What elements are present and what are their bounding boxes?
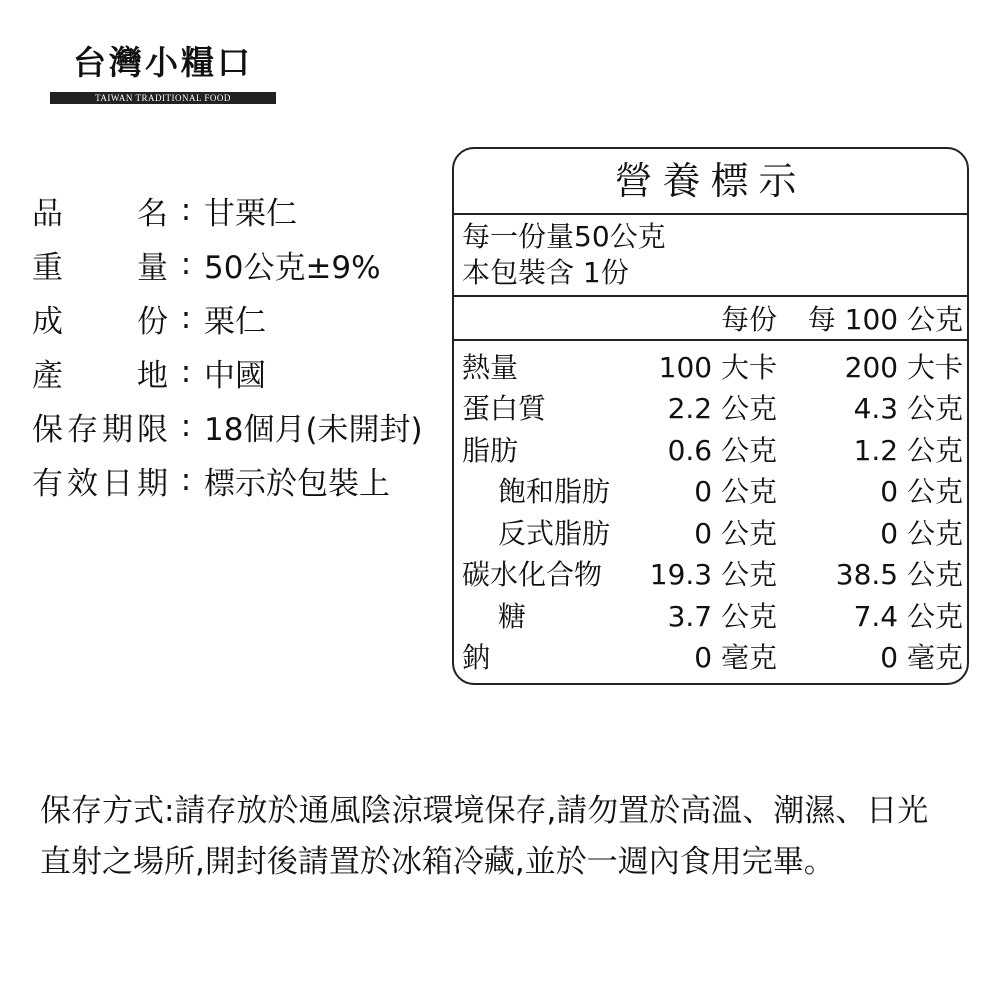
product-info [32,183,423,507]
info-label-char: 量 [137,249,168,286]
nutrient-per-serving: 100 大卡 [658,350,777,384]
info-label-char: 限 [137,411,168,448]
info-colon: : [180,354,192,390]
info-label-char: 地 [137,357,168,394]
nutrient-per-serving: 19.3 公克 [649,558,777,592]
nutrient-name: 熱量 [462,350,519,384]
info-value: 18個月(未開封) [204,411,423,448]
serving-info [454,215,967,297]
brand-logo [50,40,276,104]
info-value: 標示於包裝上 [204,465,390,502]
nutrient-per-100g: 7.4 公克 [853,599,963,633]
nutrient-row [454,387,967,429]
info-value: 甘栗仁 [204,195,297,232]
nutrient-name: 糖 [498,599,527,633]
logo-subtitle: TAIWAN TRADITIONAL FOOD [50,92,276,104]
storage-instructions: 保存方式:請存放於通風陰涼環境保存,請勿置於高溫、潮濕、日光直射之場所,開封後請置於冰箱冷藏,並於一週內食用完畢。 [40,793,929,880]
nutrient-name: 飽和脂肪 [498,475,611,509]
info-label-char: 保 [32,411,63,448]
nutrition-rows [454,341,967,677]
info-label [32,404,168,449]
serving-size: 每一份量50公克 [462,220,666,253]
info-colon: : [180,246,192,282]
info-label [32,458,168,503]
nutrient-name: 鈉 [462,641,491,675]
info-label-char: 產 [32,357,63,394]
info-row [32,345,423,399]
info-colon: : [180,462,192,498]
nutrient-per-100g: 38.5 公克 [835,558,963,592]
info-label-char: 份 [137,303,168,340]
info-label-char: 成 [32,303,63,340]
info-label-char: 效 [67,465,98,502]
info-label [32,242,168,287]
info-label-char: 存 [67,411,98,448]
info-row [32,291,423,345]
nutrition-column-header [454,297,967,341]
nutrient-row [454,470,967,512]
info-label-char: 日 [102,465,133,502]
info-value: 50公克±9% [204,249,381,286]
nutrient-per-100g: 0 公克 [880,516,963,550]
info-row [32,399,423,453]
info-colon: : [180,192,192,228]
info-row [32,183,423,237]
nutrition-title: 營養標示 [454,149,967,215]
nutrient-per-100g: 200 大卡 [844,350,963,384]
info-label-char: 品 [32,195,63,232]
nutrient-per-serving: 3.7 公克 [667,599,777,633]
nutrient-per-100g: 1.2 公克 [853,433,963,467]
info-colon: : [180,408,192,444]
nutrient-row [454,636,967,678]
info-label [32,350,168,395]
nutrient-per-serving: 0 公克 [694,475,777,509]
nutrient-per-serving: 2.2 公克 [667,392,777,426]
info-label-char: 重 [32,249,63,286]
nutrient-per-serving: 0 毫克 [694,641,777,675]
info-label-char: 期 [102,411,133,448]
nutrient-row [454,594,967,636]
nutrient-row [454,345,967,387]
servings-per-package: 本包裝含 1份 [462,256,629,289]
info-value: 栗仁 [204,303,266,340]
info-label-char: 有 [32,465,63,502]
info-colon: : [180,300,192,336]
nutrient-name: 碳水化合物 [462,558,603,592]
nutrient-per-serving: 0.6 公克 [667,433,777,467]
col-per-serving: 每份 [720,303,777,336]
info-label [32,188,168,233]
nutrient-per-serving: 0 公克 [694,516,777,550]
nutrient-per-100g: 0 公克 [880,475,963,509]
info-row [32,453,423,507]
nutrient-per-100g: 0 毫克 [880,641,963,675]
info-row [32,237,423,291]
nutrient-name: 蛋白質 [462,392,547,426]
nutrient-row [454,511,967,553]
info-value: 中國 [204,357,266,394]
nutrition-facts-panel [452,147,969,685]
info-label-char: 名 [137,195,168,232]
nutrient-row [454,553,967,595]
col-per-100g: 每 100 公克 [807,303,963,336]
info-label [32,296,168,341]
nutrient-row [454,428,967,470]
nutrient-per-100g: 4.3 公克 [853,392,963,426]
nutrient-name: 反式脂肪 [498,516,611,550]
logo-title: 台灣小糧口 [73,43,253,82]
info-label-char: 期 [137,465,168,502]
nutrient-name: 脂肪 [462,433,519,467]
